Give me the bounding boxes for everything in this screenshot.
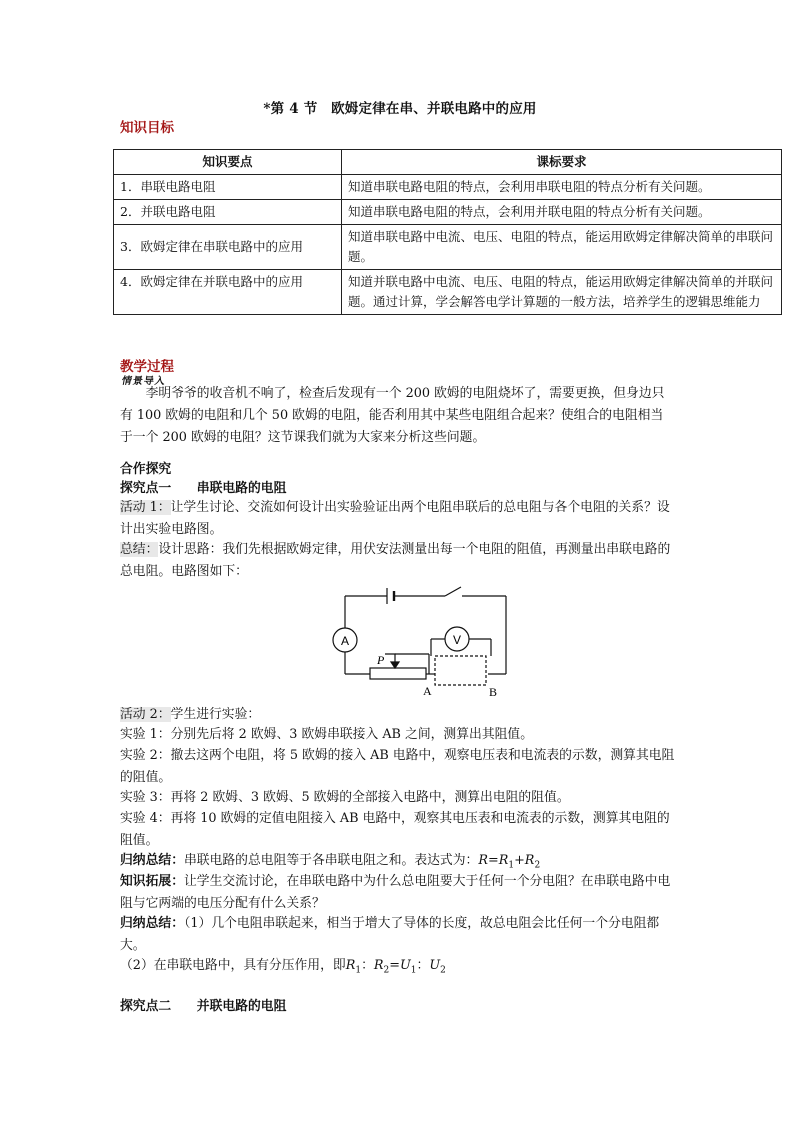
conclusion2-paragraph bbox=[120, 913, 676, 957]
circuit-diagram bbox=[325, 580, 525, 698]
table-cell: 1．串联电路电阻 bbox=[114, 175, 342, 200]
table-cell: 知道串联电路电阻的特点，会利用串联电阻的特点分析有关问题。 bbox=[342, 175, 782, 200]
table-row bbox=[114, 225, 782, 270]
exp2-text: 撤去这两个电阻，将 5 欧姆的接入 AB 电路中，观察电压表和电流表的示数，测算其电阻的阻值。 bbox=[120, 748, 675, 785]
point-a-label: A bbox=[423, 684, 432, 698]
exp1-paragraph bbox=[120, 724, 676, 746]
activity2-text: 学生进行实验： bbox=[170, 707, 261, 722]
exp3-paragraph bbox=[120, 787, 676, 809]
activity1-paragraph bbox=[120, 497, 676, 541]
summary-label: 总结： bbox=[120, 542, 159, 557]
voltmeter-label: V bbox=[452, 633, 462, 647]
point1-heading: 探究点一 串联电路的电阻 bbox=[120, 481, 287, 496]
knowledge-goal-heading: 知识目标 bbox=[120, 120, 174, 136]
conclusion1-text: 串联电路的总电阻等于各串联电阻之和。表达式为： bbox=[183, 853, 479, 868]
table-header-cell: 知识要点 bbox=[114, 150, 342, 175]
coop-heading: 合作探究 bbox=[120, 462, 172, 477]
teaching-process-heading: 教学过程 bbox=[120, 359, 174, 375]
extension-text: 让学生交流讨论，在串联电路中为什么总电阻要大于任何一个分电阻？在串联电路中电阻与它两端的电压分配有什么关系？ bbox=[120, 874, 671, 911]
activity2-paragraph bbox=[120, 704, 676, 726]
activity1-text: 让学生讨论、交流如何设计出实验验证出两个电阻串联后的总电阻与各个电阻的关系？设计出实验电路图。 bbox=[120, 500, 670, 537]
knowledge-table bbox=[113, 149, 782, 315]
table-row bbox=[114, 270, 782, 315]
conclusion2-text: （1）几个电阻串联起来，相当于增大了导体的长度，故总电阻会比任何一个分电阻都大。 bbox=[120, 916, 660, 953]
exp3-text: 再将 2 欧姆、3 欧姆、5 欧姆的全部接入电路中，测算出电阻的阻值。 bbox=[170, 790, 570, 805]
page-title: *第 4 节 欧姆定律在串、并联电路中的应用 bbox=[263, 101, 537, 117]
voltage-ratio-formula: R bbox=[345, 958, 356, 973]
table-row bbox=[114, 175, 782, 200]
summary-text: 设计思路：我们先根据欧姆定律，用伏安法测量出每一个电阻的阻值，再测量出串联电路的总电阻。电路图如下： bbox=[120, 542, 671, 579]
intro-paragraph: 李明爷爷的收音机不响了，检查后发现有一个 200 欧姆的电阻烧坏了，需要更换，但身边只有 100 欧姆的电阻和几个 50 欧姆的电阻，能否利用其中某些电阻组合起来？使组合的电阻相当于一个 200 欧姆的电阻？这节课我们就为大家来分析这些问题。 bbox=[120, 386, 665, 445]
exp2-label: 实验 2： bbox=[120, 748, 171, 763]
exp1-label: 实验 1： bbox=[120, 727, 171, 742]
slider-label: P bbox=[377, 653, 385, 667]
exp1-text: 分别先后将 2 欧姆、3 欧姆串联接入 AB 之间，测算出其阻值。 bbox=[170, 727, 534, 742]
table-row bbox=[114, 200, 782, 225]
scene-intro-tag: 情景导入 bbox=[120, 376, 167, 387]
extension-label: 知识拓展： bbox=[120, 874, 184, 889]
table-header-row bbox=[114, 150, 782, 175]
conclusion2b-text: （2）在串联电路中，具有分压作用，即 bbox=[120, 958, 346, 973]
exp3-label: 实验 3： bbox=[120, 790, 171, 805]
point2-heading: 探究点二 并联电路的电阻 bbox=[120, 999, 287, 1014]
conclusion2-label: 归纳总结： bbox=[120, 916, 184, 931]
conclusion1-paragraph: 归纳总结：串联电路的总电阻等于各串联电阻之和。表达式为：$R=R_1+R_2$ bbox=[120, 853, 541, 871]
table-cell: 3．欧姆定律在串联电路中的应用 bbox=[114, 225, 342, 270]
table-cell: 知道串联电路电阻的特点，会利用并联电阻的特点分析有关问题。 bbox=[342, 200, 782, 225]
point-b-label: B bbox=[489, 685, 498, 698]
table-cell: 知道串联电路中电流、电压、电阻的特点，能运用欧姆定律解决简单的串联问题。 bbox=[342, 225, 782, 270]
exp4-label: 实验 4： bbox=[120, 811, 171, 826]
series-formula: R bbox=[478, 853, 488, 868]
activity1-label: 活动 1： bbox=[120, 500, 171, 515]
extension-paragraph bbox=[120, 871, 676, 915]
conclusion2b-paragraph: （2）在串联电路中，具有分压作用，即$R_1$：$R_2=U_1$：$U_2$ bbox=[120, 958, 446, 976]
activity2-label: 活动 2： bbox=[120, 707, 171, 722]
exp4-paragraph bbox=[120, 808, 676, 852]
exp4-text: 再将 10 欧姆的定值电阻接入 AB 电路中，观察其电压表和电流表的示数，测算其电阻的阻值。 bbox=[120, 811, 670, 848]
summary-paragraph bbox=[120, 539, 676, 583]
table-cell: 4．欧姆定律在并联电路中的应用 bbox=[114, 270, 342, 315]
switch-blade bbox=[445, 587, 461, 596]
table-cell: 知道并联电路中电流、电压、电阻的特点，能运用欧姆定律解决简单的并联问题。通过计算，学会解答电学计算题的一般方法，培养学生的逻辑思维能力 bbox=[342, 270, 782, 315]
exp2-paragraph bbox=[120, 745, 676, 789]
ammeter-label: A bbox=[340, 634, 350, 648]
conclusion1-label: 归纳总结： bbox=[120, 853, 184, 868]
table-header-cell: 课标要求 bbox=[342, 150, 782, 175]
table-cell: 2．并联电路电阻 bbox=[114, 200, 342, 225]
